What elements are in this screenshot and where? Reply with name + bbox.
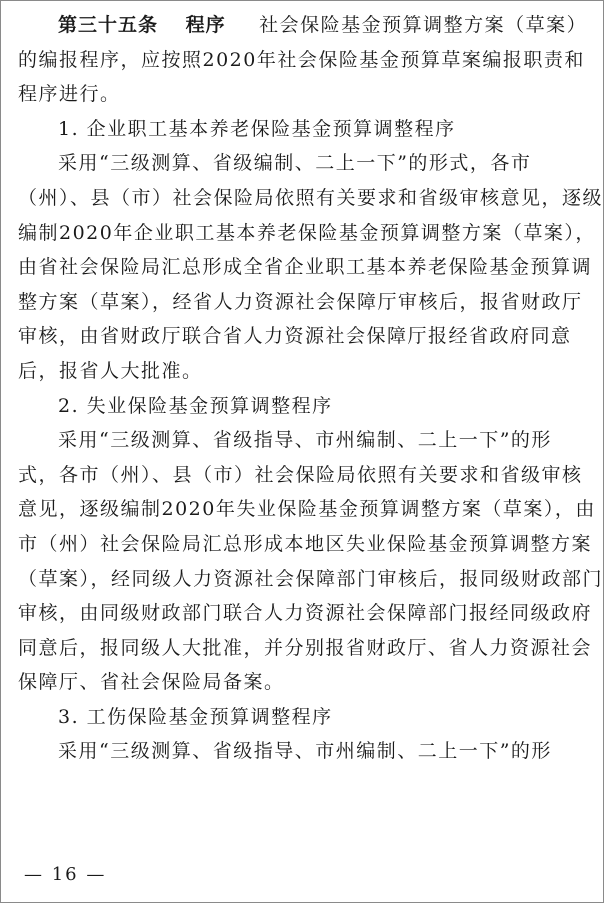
section-2-line: 审核，由同级财政部门联合人力资源社会保障部门报经同级政府 [18, 602, 593, 625]
section-3-heading: 3. 工伤保险基金预算调整程序 [58, 705, 333, 728]
article-title: 程序 [185, 14, 226, 36]
section-2-line: 式，各市（州）、县（市）社会保险局依照有关要求和省级审核 [18, 463, 583, 486]
section-1-line: 审核，由省财政厅联合省人力资源社会保障厅报经省政府同意 [18, 325, 572, 348]
section-1-line: 由省社会保险局汇总形成全省企业职工基本养老保险基金预算调 [18, 256, 593, 279]
article-intro-3: 程序进行。 [18, 83, 121, 106]
section-2-line: 采用“三级测算、省级指导、市州编制、二上一下”的形 [58, 429, 552, 452]
section-1-line: 整方案（草案），经省人力资源社会保障厅审核后，报省财政厅 [18, 290, 583, 313]
section-2-line: （草案），经同级人力资源社会保障部门审核后，报同级财政部门 [18, 567, 604, 590]
section-2-heading: 2. 失业保险基金预算调整程序 [58, 394, 333, 417]
section-2-line: 市（州）社会保险局汇总形成本地区失业保险基金预算调整方案 [18, 532, 593, 555]
article-first-line [18, 8, 588, 43]
section-1-line: 后，报省人大批准。 [18, 359, 203, 382]
section-1-heading: 1. 企业职工基本养老保险基金预算调整程序 [58, 117, 456, 140]
section-3-line: 采用“三级测算、省级指导、市州编制、二上一下”的形 [58, 740, 552, 763]
page-number: — 16 — [24, 864, 107, 885]
section-2-line: 保障厅、省社会保险局备案。 [18, 671, 285, 694]
section-1-line: 采用“三级测算、省级编制、二上一下”的形式，各市 [58, 152, 532, 175]
document-page [18, 8, 604, 769]
article-intro-1: 社会保险基金预算调整方案（草案） [259, 14, 588, 36]
section-1-line: （州）、县（市）社会保险局依照有关要求和省级审核意见，逐级 [18, 186, 604, 209]
article-intro-2: 的编报程序，应按照2020年社会保险基金预算草案编报职责和 [18, 48, 585, 71]
section-2-line: 同意后，报同级人大批准，并分别报省财政厅、省人力资源社会 [18, 636, 593, 659]
section-2-line: 意见，逐级编制2020年失业保险基金预算调整方案（草案），由 [18, 498, 596, 521]
article-heading: 第三十五条 [58, 14, 159, 36]
section-1-line: 编制2020年企业职工基本养老保险基金预算调整方案（草案）， [18, 221, 596, 244]
